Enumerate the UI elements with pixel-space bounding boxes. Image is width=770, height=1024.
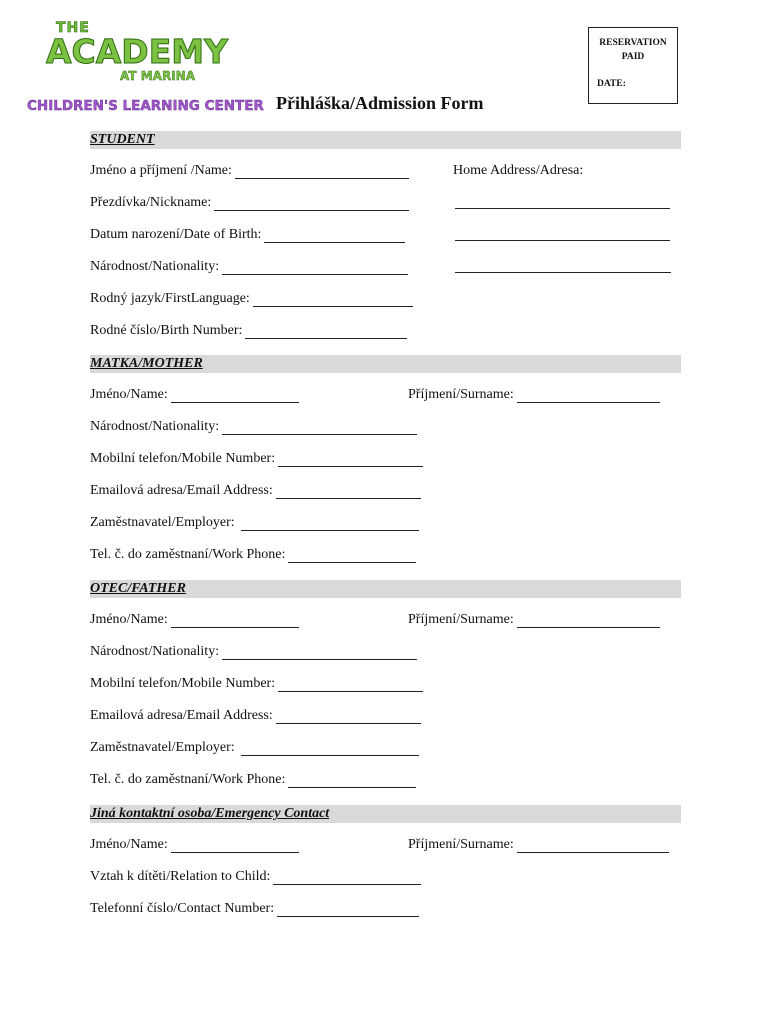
- father-nationality-field[interactable]: [222, 647, 417, 660]
- logo-at-marina: AT MARINA: [120, 69, 195, 83]
- nickname-label: Přezdívka/Nickname:: [90, 195, 212, 210]
- mother-name-field[interactable]: [171, 390, 299, 403]
- mother-work-phone-label: Tel. č. do zaměstnaní/Work Phone:: [90, 547, 286, 562]
- section-header-mother: [90, 355, 681, 373]
- section-title-father: OTEC/FATHER: [90, 581, 186, 596]
- mother-mobile-field[interactable]: [278, 454, 423, 467]
- father-mobile-row: [90, 676, 423, 692]
- emergency-surname-field[interactable]: [517, 840, 669, 853]
- mother-work-phone-field[interactable]: [288, 550, 416, 563]
- student-name-row: [90, 163, 409, 179]
- emergency-name-field[interactable]: [171, 840, 299, 853]
- father-mobile-field[interactable]: [278, 679, 423, 692]
- emergency-relation-field[interactable]: [273, 872, 421, 885]
- mother-name-row: [90, 387, 299, 403]
- home-address-row: [453, 163, 583, 179]
- father-work-phone-label: Tel. č. do zaměstnaní/Work Phone:: [90, 772, 286, 787]
- emergency-name-label: Jméno/Name:: [90, 837, 168, 852]
- birth-number-label: Rodné číslo/Birth Number:: [90, 323, 243, 338]
- nickname-field[interactable]: [214, 198, 409, 211]
- father-nationality-label: Národnost/Nationality:: [90, 644, 220, 659]
- mother-employer-label: Zaměstnavatel/Employer:: [90, 515, 235, 530]
- student-nationality-row: [90, 259, 408, 275]
- student-name-field[interactable]: [235, 166, 409, 179]
- emergency-surname-label: Příjmení/Surname:: [408, 837, 514, 852]
- dob-field[interactable]: [264, 230, 405, 243]
- nickname-row: [90, 195, 409, 211]
- home-address-label: Home Address/Adresa:: [453, 163, 584, 178]
- dob-label: Datum narození/Date of Birth:: [90, 227, 262, 242]
- mother-work-phone-row: [90, 547, 416, 563]
- father-email-label: Emailová adresa/Email Address:: [90, 708, 273, 723]
- academy-logo: [26, 18, 264, 118]
- student-nationality-label: Národnost/Nationality:: [90, 259, 220, 274]
- mother-employer-field[interactable]: [241, 518, 419, 531]
- page-title: Přihláška/Admission Form: [276, 93, 484, 113]
- section-header-emergency: [90, 805, 681, 823]
- father-employer-row: [90, 740, 419, 756]
- father-employer-field[interactable]: [241, 743, 419, 756]
- mother-email-label: Emailová adresa/Email Address:: [90, 483, 273, 498]
- student-name-label: Jméno a příjmení /Name:: [90, 163, 232, 178]
- dob-row: [90, 227, 405, 243]
- father-work-phone-field[interactable]: [288, 775, 416, 788]
- father-surname-field[interactable]: [517, 615, 660, 628]
- section-title-mother: MATKA/MOTHER: [90, 356, 203, 371]
- father-surname-row: [408, 612, 660, 628]
- mother-email-field[interactable]: [276, 486, 421, 499]
- emergency-relation-label: Vztah k dítěti/Relation to Child:: [90, 869, 271, 884]
- student-nationality-field[interactable]: [222, 262, 408, 275]
- mother-nationality-row: [90, 419, 417, 435]
- mother-name-label: Jméno/Name:: [90, 387, 168, 402]
- birth-number-row: [90, 323, 407, 339]
- reservation-box: [588, 27, 678, 104]
- paid-label: PAID: [621, 52, 645, 62]
- address-line-1[interactable]: [455, 208, 670, 209]
- emergency-name-row: [90, 837, 299, 853]
- mother-surname-field[interactable]: [517, 390, 660, 403]
- father-name-row: [90, 612, 299, 628]
- emergency-contact-row: [90, 901, 419, 917]
- emergency-relation-row: [90, 869, 421, 885]
- emergency-contact-label: Telefonní číslo/Contact Number:: [90, 901, 275, 916]
- section-header-father: [90, 580, 681, 598]
- father-name-label: Jméno/Name:: [90, 612, 168, 627]
- father-email-field[interactable]: [276, 711, 421, 724]
- mother-email-row: [90, 483, 421, 499]
- logo-the: THE: [56, 20, 90, 36]
- section-header-student: [90, 131, 681, 149]
- address-line-2[interactable]: [455, 240, 670, 241]
- first-language-label: Rodný jazyk/FirstLanguage:: [90, 291, 250, 306]
- father-nationality-row: [90, 644, 417, 660]
- logo-subtitle: CHILDREN'S LEARNING CENTER: [27, 98, 264, 114]
- emergency-contact-field[interactable]: [277, 904, 419, 917]
- mother-nationality-field[interactable]: [222, 422, 417, 435]
- mother-mobile-label: Mobilní telefon/Mobile Number:: [90, 451, 276, 466]
- logo-academy: ACADEMY: [46, 32, 228, 71]
- birth-number-field[interactable]: [245, 326, 407, 339]
- father-work-phone-row: [90, 772, 416, 788]
- father-email-row: [90, 708, 421, 724]
- emergency-surname-row: [408, 837, 669, 853]
- mother-employer-row: [90, 515, 419, 531]
- first-language-field[interactable]: [253, 294, 413, 307]
- mother-nationality-label: Národnost/Nationality:: [90, 419, 220, 434]
- address-line-3[interactable]: [455, 272, 671, 273]
- mother-mobile-row: [90, 451, 423, 467]
- father-employer-label: Zaměstnavatel/Employer:: [90, 740, 235, 755]
- father-name-field[interactable]: [171, 615, 299, 628]
- date-label: DATE:: [597, 79, 626, 89]
- father-mobile-label: Mobilní telefon/Mobile Number:: [90, 676, 276, 691]
- section-title-student: STUDENT: [90, 132, 155, 147]
- mother-surname-row: [408, 387, 660, 403]
- father-surname-label: Příjmení/Surname:: [408, 612, 514, 627]
- section-title-emergency: Jiná kontaktní osoba/Emergency Contact: [90, 806, 330, 821]
- reservation-label: RESERVATION: [599, 38, 667, 48]
- mother-surname-label: Příjmení/Surname:: [408, 387, 514, 402]
- first-language-row: [90, 291, 413, 307]
